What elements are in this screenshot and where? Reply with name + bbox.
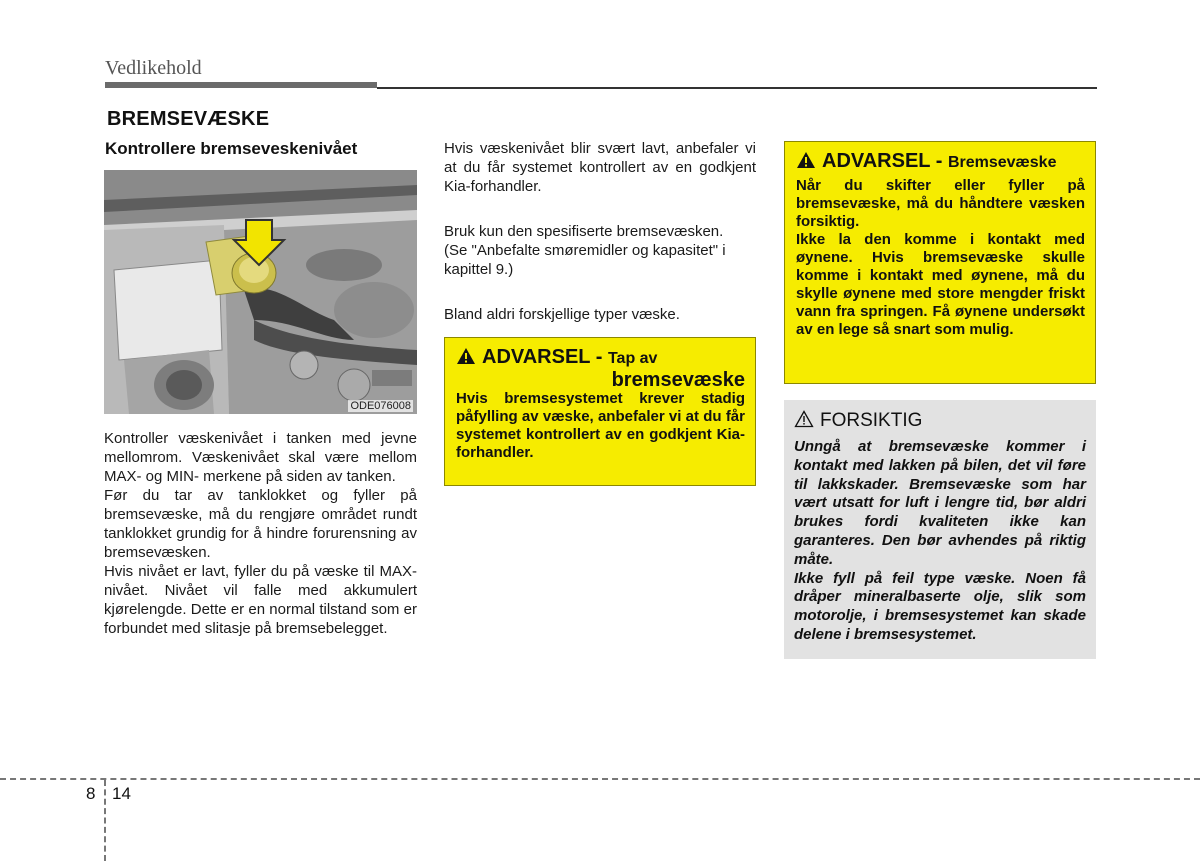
col1-text xyxy=(104,429,417,638)
warning-triangle-icon xyxy=(796,151,816,174)
caution-body: Unngå at bremsevæske kommer i kontakt med lakken på bilen, det vil føre til lakkskader. Bremsevæske som har vært utsatt for luft i lengre tid, bør aldri brukes fordi kvaliteten ikke kan garanteres. Den bør avhendes på riktig måte. xyxy=(794,438,1086,568)
engine-bay-illustration xyxy=(104,170,417,414)
figure-code: ODE076008 xyxy=(350,400,411,412)
warning-label: ADVARSEL - xyxy=(482,346,603,368)
warning-body: Ikke la den komme i kontakt med øynene. Hvis bremsevæske skulle komme i kontakt med øynene, må du skylle øynene med store mengder friskt vann fra springen. Få øynene undersøkt av en lege så snart som mulig. xyxy=(796,231,1085,338)
col1-paragraph: Hvis nivået er lavt, fyller du på væske til MAX-nivået. Nivået vil falle med akkumulert kjørelengde. Dette er en normal tilstand som er forbundet med slitasje på bremsebelegget. xyxy=(104,563,417,637)
section-title: BREMSEVÆSKE xyxy=(107,108,270,130)
col1-paragraph: Kontroller væskenivået i tanken med jevne mellomrom. Væskenivået skal være mellom MAX- og MIN- merkene på siden av tanken. xyxy=(104,430,417,485)
footer-divider xyxy=(0,778,1200,780)
caution-heading xyxy=(794,410,1086,434)
warning-label: ADVARSEL - xyxy=(822,150,943,172)
chapter-number: 8 xyxy=(86,784,96,803)
engine-bay-figure xyxy=(104,170,417,414)
warning-subject-line2: bremsevæske xyxy=(611,369,745,391)
col2-p3: (Se "Anbefalte smøremidler og kapasitet" i kapittel 9.) xyxy=(444,242,726,278)
header-rule-thin xyxy=(377,87,1097,89)
warning-heading xyxy=(456,346,745,370)
warning-body: Når du skifter eller fyller på bremsevæske, må du håndtere væsken forsiktig. xyxy=(796,177,1085,230)
warning-heading xyxy=(796,150,1085,174)
caution-box xyxy=(784,400,1096,659)
caution-body: Ikke fyll på feil type væske. Noen få dråper mineralbaserte olje, slik som motorolje, i bremsesystemet kan skade delene i bremsesystemet. xyxy=(794,569,1086,643)
page-number: 14 xyxy=(112,784,131,803)
col2-p1: Hvis væskenivået blir svært lavt, anbefaler vi at du får systemet kontrollert av en godkjent Kia-forhandler. xyxy=(444,140,756,195)
sub-title: Kontrollere bremseveskenivået xyxy=(105,139,358,158)
warning-subject: Tap av xyxy=(607,350,658,367)
caution-triangle-icon xyxy=(794,410,814,434)
caution-label: FORSIKTIG xyxy=(820,410,923,431)
warning-triangle-icon xyxy=(456,347,476,370)
warning-subject: Bremsevæske xyxy=(947,154,1057,171)
warning-box-fluid-loss xyxy=(444,337,756,486)
col2-p2: Bruk kun den spesifiserte bremsevæsken. xyxy=(444,223,724,240)
col1-paragraph: Før du tar av tanklokket og fyller på bremsevæske, må du rengjøre området rundt tanklokket grundig for å hindre forurensning av bremsevæsken. xyxy=(104,487,417,561)
header-rule-thick xyxy=(105,82,377,88)
warning-box-brake-fluid xyxy=(784,141,1096,384)
footer-vertical-divider xyxy=(104,780,106,861)
warning-body: Hvis bremsesystemet krever stadig påfylling av væske, anbefaler vi at du får systemet kontrollert av en godkjent Kia-forhandler. xyxy=(456,390,745,461)
col2-p4: Bland aldri forskjellige typer væske. xyxy=(444,306,680,323)
header-title: Vedlikehold xyxy=(105,57,202,79)
